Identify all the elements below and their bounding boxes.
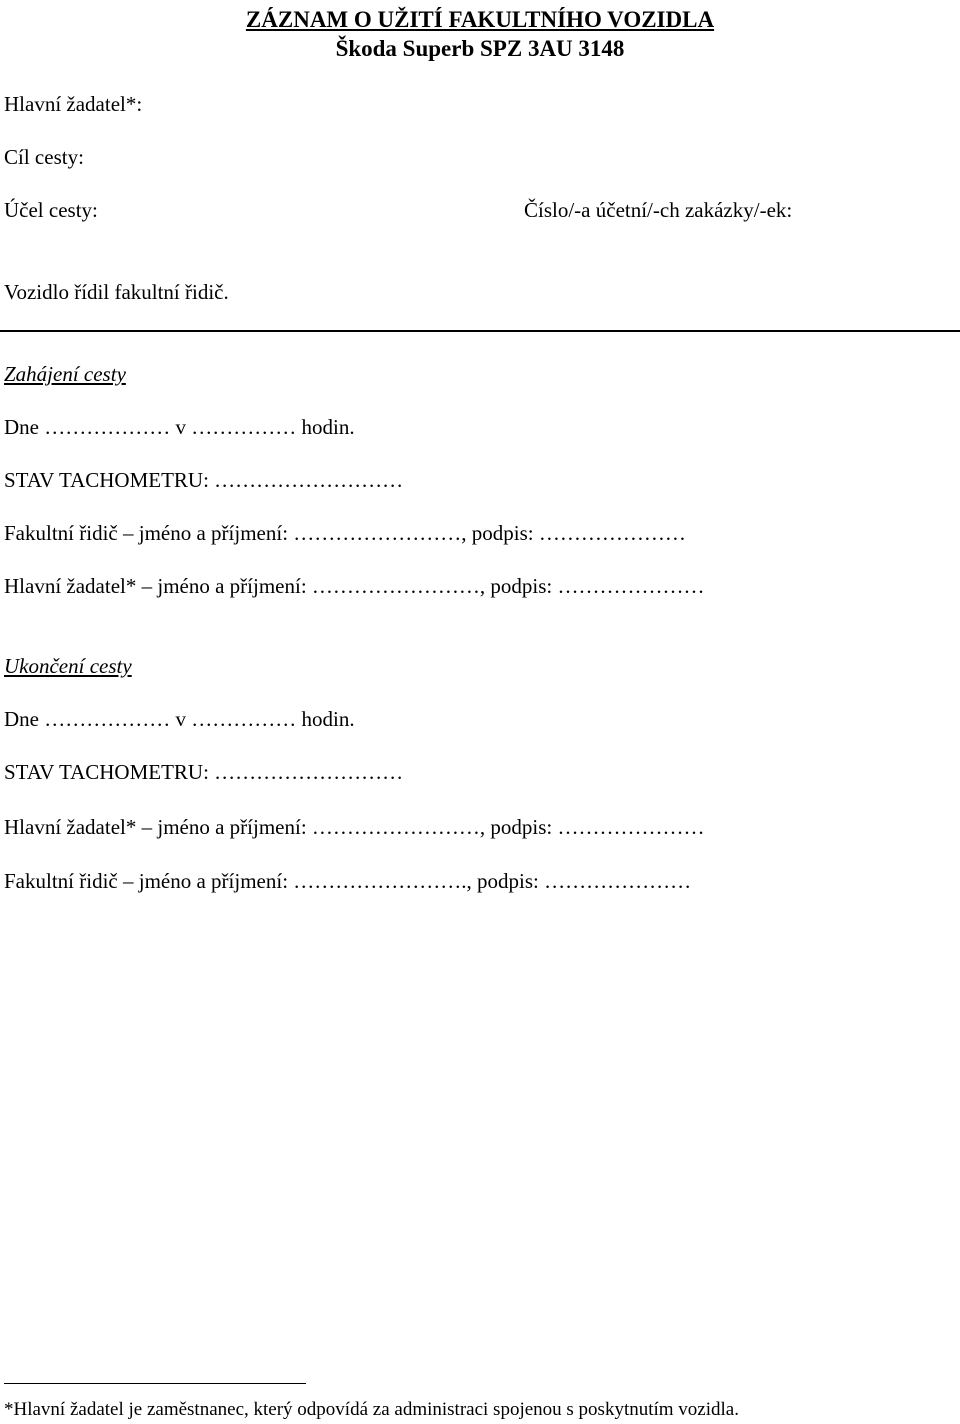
start-odometer-line: STAV TACHOMETRU: ……………………… bbox=[4, 468, 404, 492]
section-divider bbox=[0, 330, 960, 332]
document-title: ZÁZNAM O UŽITÍ FAKULTNÍHO VOZIDLA bbox=[245, 7, 715, 32]
destination-label: Cíl cesty: bbox=[4, 145, 84, 169]
start-driver-signature-line: Fakultní řidič – jméno a příjmení: ……………………, podpis: ………………… bbox=[4, 521, 686, 545]
start-date-line: Dne ……………… v …………… hodin. bbox=[4, 415, 355, 439]
start-applicant-signature-line: Hlavní žadatel* – jméno a příjmení: ……………………, podpis: ………………… bbox=[4, 574, 705, 598]
end-applicant-signature-line: Hlavní žadatel* – jméno a příjmení: ……………………, podpis: ………………… bbox=[4, 815, 705, 839]
order-number-label: Číslo/-a účetní/-ch zakázky/-ek: bbox=[524, 198, 793, 222]
vehicle-subtitle: Škoda Superb SPZ 3AU 3148 bbox=[335, 36, 625, 61]
start-heading: Zahájení cesty bbox=[4, 362, 126, 386]
purpose-label: Účel cesty: bbox=[4, 198, 98, 222]
applicant-label: Hlavní žadatel*: bbox=[4, 92, 143, 116]
end-heading: Ukončení cesty bbox=[4, 654, 132, 678]
footnote: *Hlavní žadatel je zaměstnanec, který odpovídá za administraci spojenou s poskytnutím vozidla. bbox=[4, 1399, 739, 1420]
driver-note: Vozidlo řídil fakultní řidič. bbox=[4, 280, 229, 304]
footnote-rule bbox=[4, 1383, 306, 1384]
end-date-line: Dne ……………… v …………… hodin. bbox=[4, 707, 355, 731]
end-odometer-line: STAV TACHOMETRU: ……………………… bbox=[4, 760, 404, 784]
end-driver-signature-line: Fakultní řidič – jméno a příjmení: ……………………., podpis: ………………… bbox=[4, 869, 692, 893]
